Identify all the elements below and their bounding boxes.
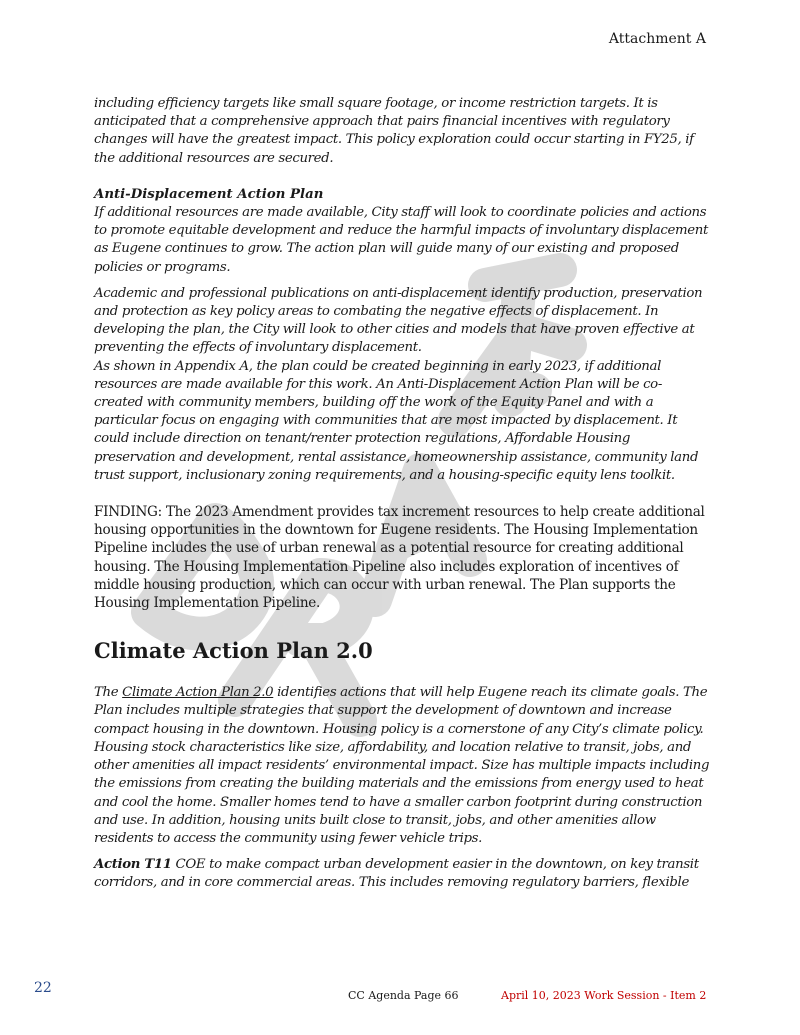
action-t11-paragraph <box>94 856 710 892</box>
climate-plan-link[interactable]: Climate Action Plan 2.0 <box>122 685 274 701</box>
action-t11-label: Action T11 <box>94 857 172 873</box>
paragraph-appendix: As shown in Appendix A, the plan could be created beginning in early 2023, if additional resources are made available for this work. An Anti-Displacement Action Plan will be co-created with community members, building off the work of the Equity Panel and with a particular focus on engaging with communities that are most impacted by displacement. It could include direction on tenant/renter protection regulations, Affordable Housing preservation and development, rental assistance, homeownership assistance, community land trust support, inclusionary zoning requirements, and a housing-specific equity lens toolkit. <box>94 358 699 483</box>
document-body <box>94 95 710 893</box>
climate-body-text: identifies actions that will help Eugene reach its climate goals. The Plan includes multiple strategies that support the development of downtown and increase compact housing in the downtown. Housing policy is a cornerstone of any City’s climate policy. Housing stock characteristics like size, affordability, and location relative to transit, jobs, and other amenities all impact residents’ environmental impact. Size has multiple impacts including the emissions from creating the building materials and the emissions from energy used to heat and cool the home. Smaller homes tend to have a smaller carbon footprint during construction and use. In addition, housing units built close to transit, jobs, and other amenities allow residents to access the community using fewer vehicle trips. <box>94 685 710 846</box>
paragraph-publications: Academic and professional publications on anti-displacement identify production, preservation and protection as key policy areas to combating the negative effects of displacement. In developing the plan, the City will look to other cities and models that have proven effective at preventing the effects of involuntary displacement. <box>94 285 703 356</box>
paragraph-anti-displacement-intro: If additional resources are made available, City staff will look to coordinate policies and actions to promote equitable development and reduce the harmful impacts of involuntary displacement as Eugene continues to grow. The action plan will guide many of our existing and proposed policies or programs. <box>94 205 708 275</box>
work-session-label: April 10, 2023 Work Session - Item 2 <box>501 989 707 1002</box>
climate-action-plan-heading: Climate Action Plan 2.0 <box>94 638 373 664</box>
finding-paragraph: FINDING: The 2023 Amendment provides tax increment resources to help create additional housing opportunities in the downtown for Eugene residents. The Housing Implementation Pipeline includes the use of urban renewal as a potential resource for creating additional housing. The Housing Implementation Pipeline also includes exploration of incentives of middle housing production, which can occur with urban renewal. The Plan supports the Housing Implementation Pipeline. <box>94 504 705 612</box>
paragraph-incentives: including efficiency targets like small square footage, or income restriction targets. It is anticipated that a comprehensive approach that pairs financial incentives with regulatory changes will have the greatest impact. This policy exploration could occur starting in FY25, if the additional resources are secured. <box>94 96 694 166</box>
climate-pre-text: The <box>94 685 123 701</box>
climate-paragraph <box>94 684 710 848</box>
agenda-page-label: CC Agenda Page 66 <box>348 989 459 1002</box>
anti-displacement-heading: Anti-Displacement Action Plan <box>94 186 324 202</box>
action-t11-text: COE to make compact urban development easier in the downtown, on key transit corridors, and in core commercial areas. This includes removing regulatory barriers, flexible <box>94 857 699 891</box>
attachment-label: Attachment A <box>608 31 706 47</box>
page-number: 22 <box>34 980 52 996</box>
